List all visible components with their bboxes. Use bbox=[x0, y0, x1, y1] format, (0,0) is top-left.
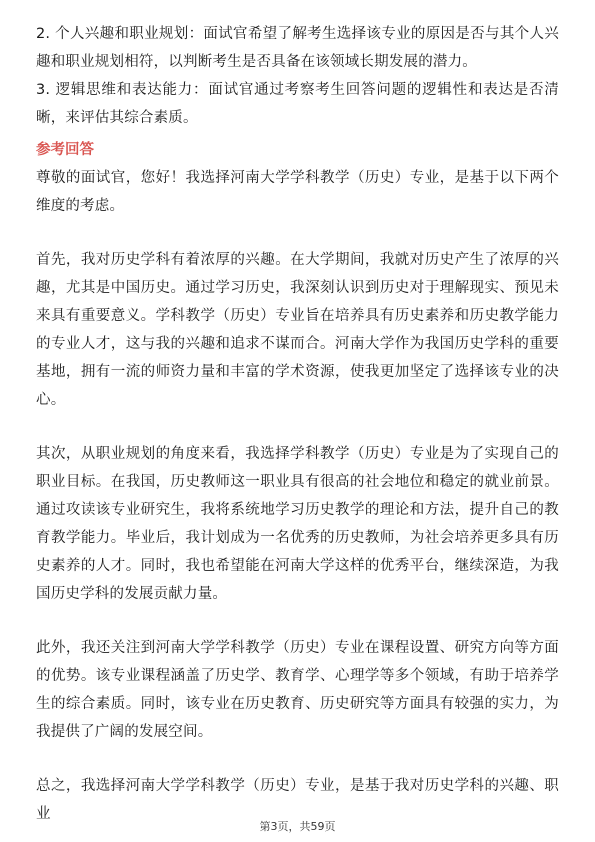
greeting-paragraph: 尊敬的面试官，您好！我选择河南大学学科教学（历史）专业，是基于以下两个维度的考虑。 bbox=[36, 170, 559, 214]
paragraph-gap bbox=[36, 608, 559, 634]
paragraph-third: 此外，我还关注到河南大学学科教学（历史）专业在课程设置、研究方向等方面的优势。该专业课程涵盖了历史学、教育学、心理学等多个领域，有助于培养学生的综合素质。同时，该专业在历史教育、历史研究等方面具有较强的实力，为我提供了广阔的发展空间。 bbox=[36, 640, 559, 740]
page-content bbox=[36, 20, 559, 828]
paragraph-second: 其次，从职业规划的角度来看，我选择学科教学（历史）专业是为了实现自己的职业目标。在我国，历史教师这一职业具有很高的社会地位和稳定的就业前景。通过攻读该专业研究生，我将系统地学习历史教学的理论和方法，提升自己的教育教学能力。毕业后，我计划成为一名优秀的历史教师，为社会培养更多具有历史素养的人才。同时，我也希望能在河南大学这样的优秀平台，继续深造，为我国历史学科的发展贡献力量。 bbox=[36, 446, 559, 602]
intro-item-2: 2. 个人兴趣和职业规划：面试官希望了解考生选择该专业的原因是否与其个人兴趣和职业规划相符，以判断考生是否具备在该领域长期发展的潜力。 bbox=[36, 26, 559, 70]
paragraph-gap bbox=[36, 746, 559, 772]
page-footer: 第3页，共59页 bbox=[259, 820, 336, 833]
paragraph-gap bbox=[36, 220, 559, 246]
paragraph-first: 首先，我对历史学科有着浓厚的兴趣。在大学期间，我就对历史产生了浓厚的兴趣，尤其是中国历史。通过学习历史，我深刻认识到历史对于理解现实、预见未来具有重要意义。学科教学（历史）专业旨在培养具有历史素养和历史教学能力的专业人才，这与我的兴趣和追求不谋而合。河南大学作为我国历史学科的重要基地，拥有一流的师资力量和丰富的学术资源，使我更加坚定了选择该专业的决心。 bbox=[36, 252, 559, 408]
paragraph-gap bbox=[36, 414, 559, 440]
section-title: 参考回答 bbox=[36, 142, 94, 158]
paragraph-conclusion: 总之，我选择河南大学学科教学（历史）专业，是基于我对历史学科的兴趣、职业 bbox=[36, 778, 559, 822]
intro-item-3: 3. 逻辑思维和表达能力：面试官通过考察考生回答问题的逻辑性和表达是否清晰，来评估其综合素质。 bbox=[36, 82, 559, 126]
